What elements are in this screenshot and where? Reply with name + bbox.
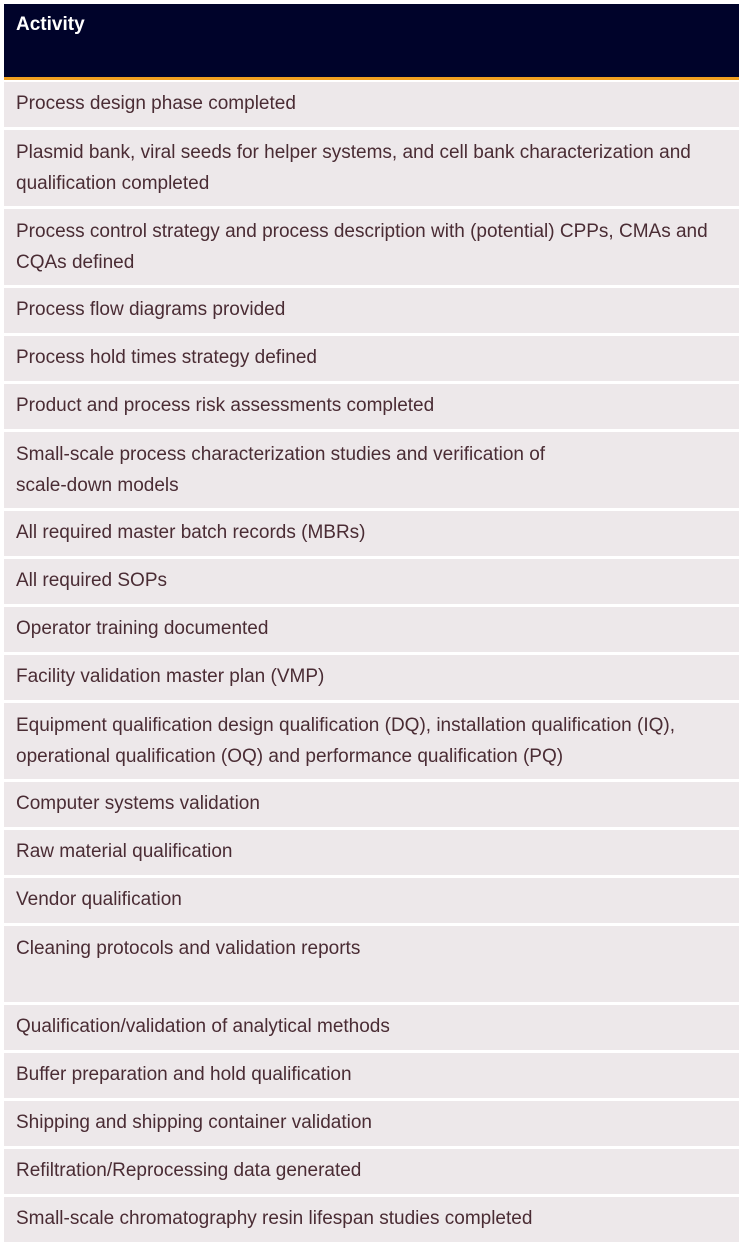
table-row: All required master batch records (MBRs) <box>4 511 739 556</box>
table-row: Computer systems validation <box>4 782 739 827</box>
table-row: Process hold times strategy defined <box>4 336 739 381</box>
table-row: Small-scale process characterization studies and verification of scale-down models <box>4 432 739 508</box>
table-row: Operator training documented <box>4 607 739 652</box>
table-row: Facility validation master plan (VMP) <box>4 655 739 700</box>
table-row: Shipping and shipping container validation <box>4 1101 739 1146</box>
table-row: Raw material qualification <box>4 830 739 875</box>
table-row: Buffer preparation and hold qualification <box>4 1053 739 1098</box>
table-row: Process flow diagrams provided <box>4 288 739 333</box>
table-row: Small-scale chromatography resin lifespan studies completed <box>4 1197 739 1242</box>
table-row: Cleaning protocols and validation reports <box>4 926 739 1002</box>
table-row: Process control strategy and process description with (potential) CPPs, CMAs and CQAs defined <box>4 209 739 285</box>
table-row: All required SOPs <box>4 559 739 604</box>
activity-table <box>4 4 739 1245</box>
table-row: Vendor qualification <box>4 878 739 923</box>
table-row: Refiltration/Reprocessing data generated <box>4 1149 739 1194</box>
table-header-activity: Activity <box>4 4 739 80</box>
table-row: Process design phase completed <box>4 82 739 127</box>
table-row: Product and process risk assessments completed <box>4 384 739 429</box>
table-row: Plasmid bank, viral seeds for helper systems, and cell bank characterization and qualification completed <box>4 130 739 206</box>
table-row: Equipment qualification design qualification (DQ), installation qualification (IQ), operational qualification (OQ) and performance qualification (PQ) <box>4 703 739 779</box>
table-row: Qualification/validation of analytical methods <box>4 1005 739 1050</box>
